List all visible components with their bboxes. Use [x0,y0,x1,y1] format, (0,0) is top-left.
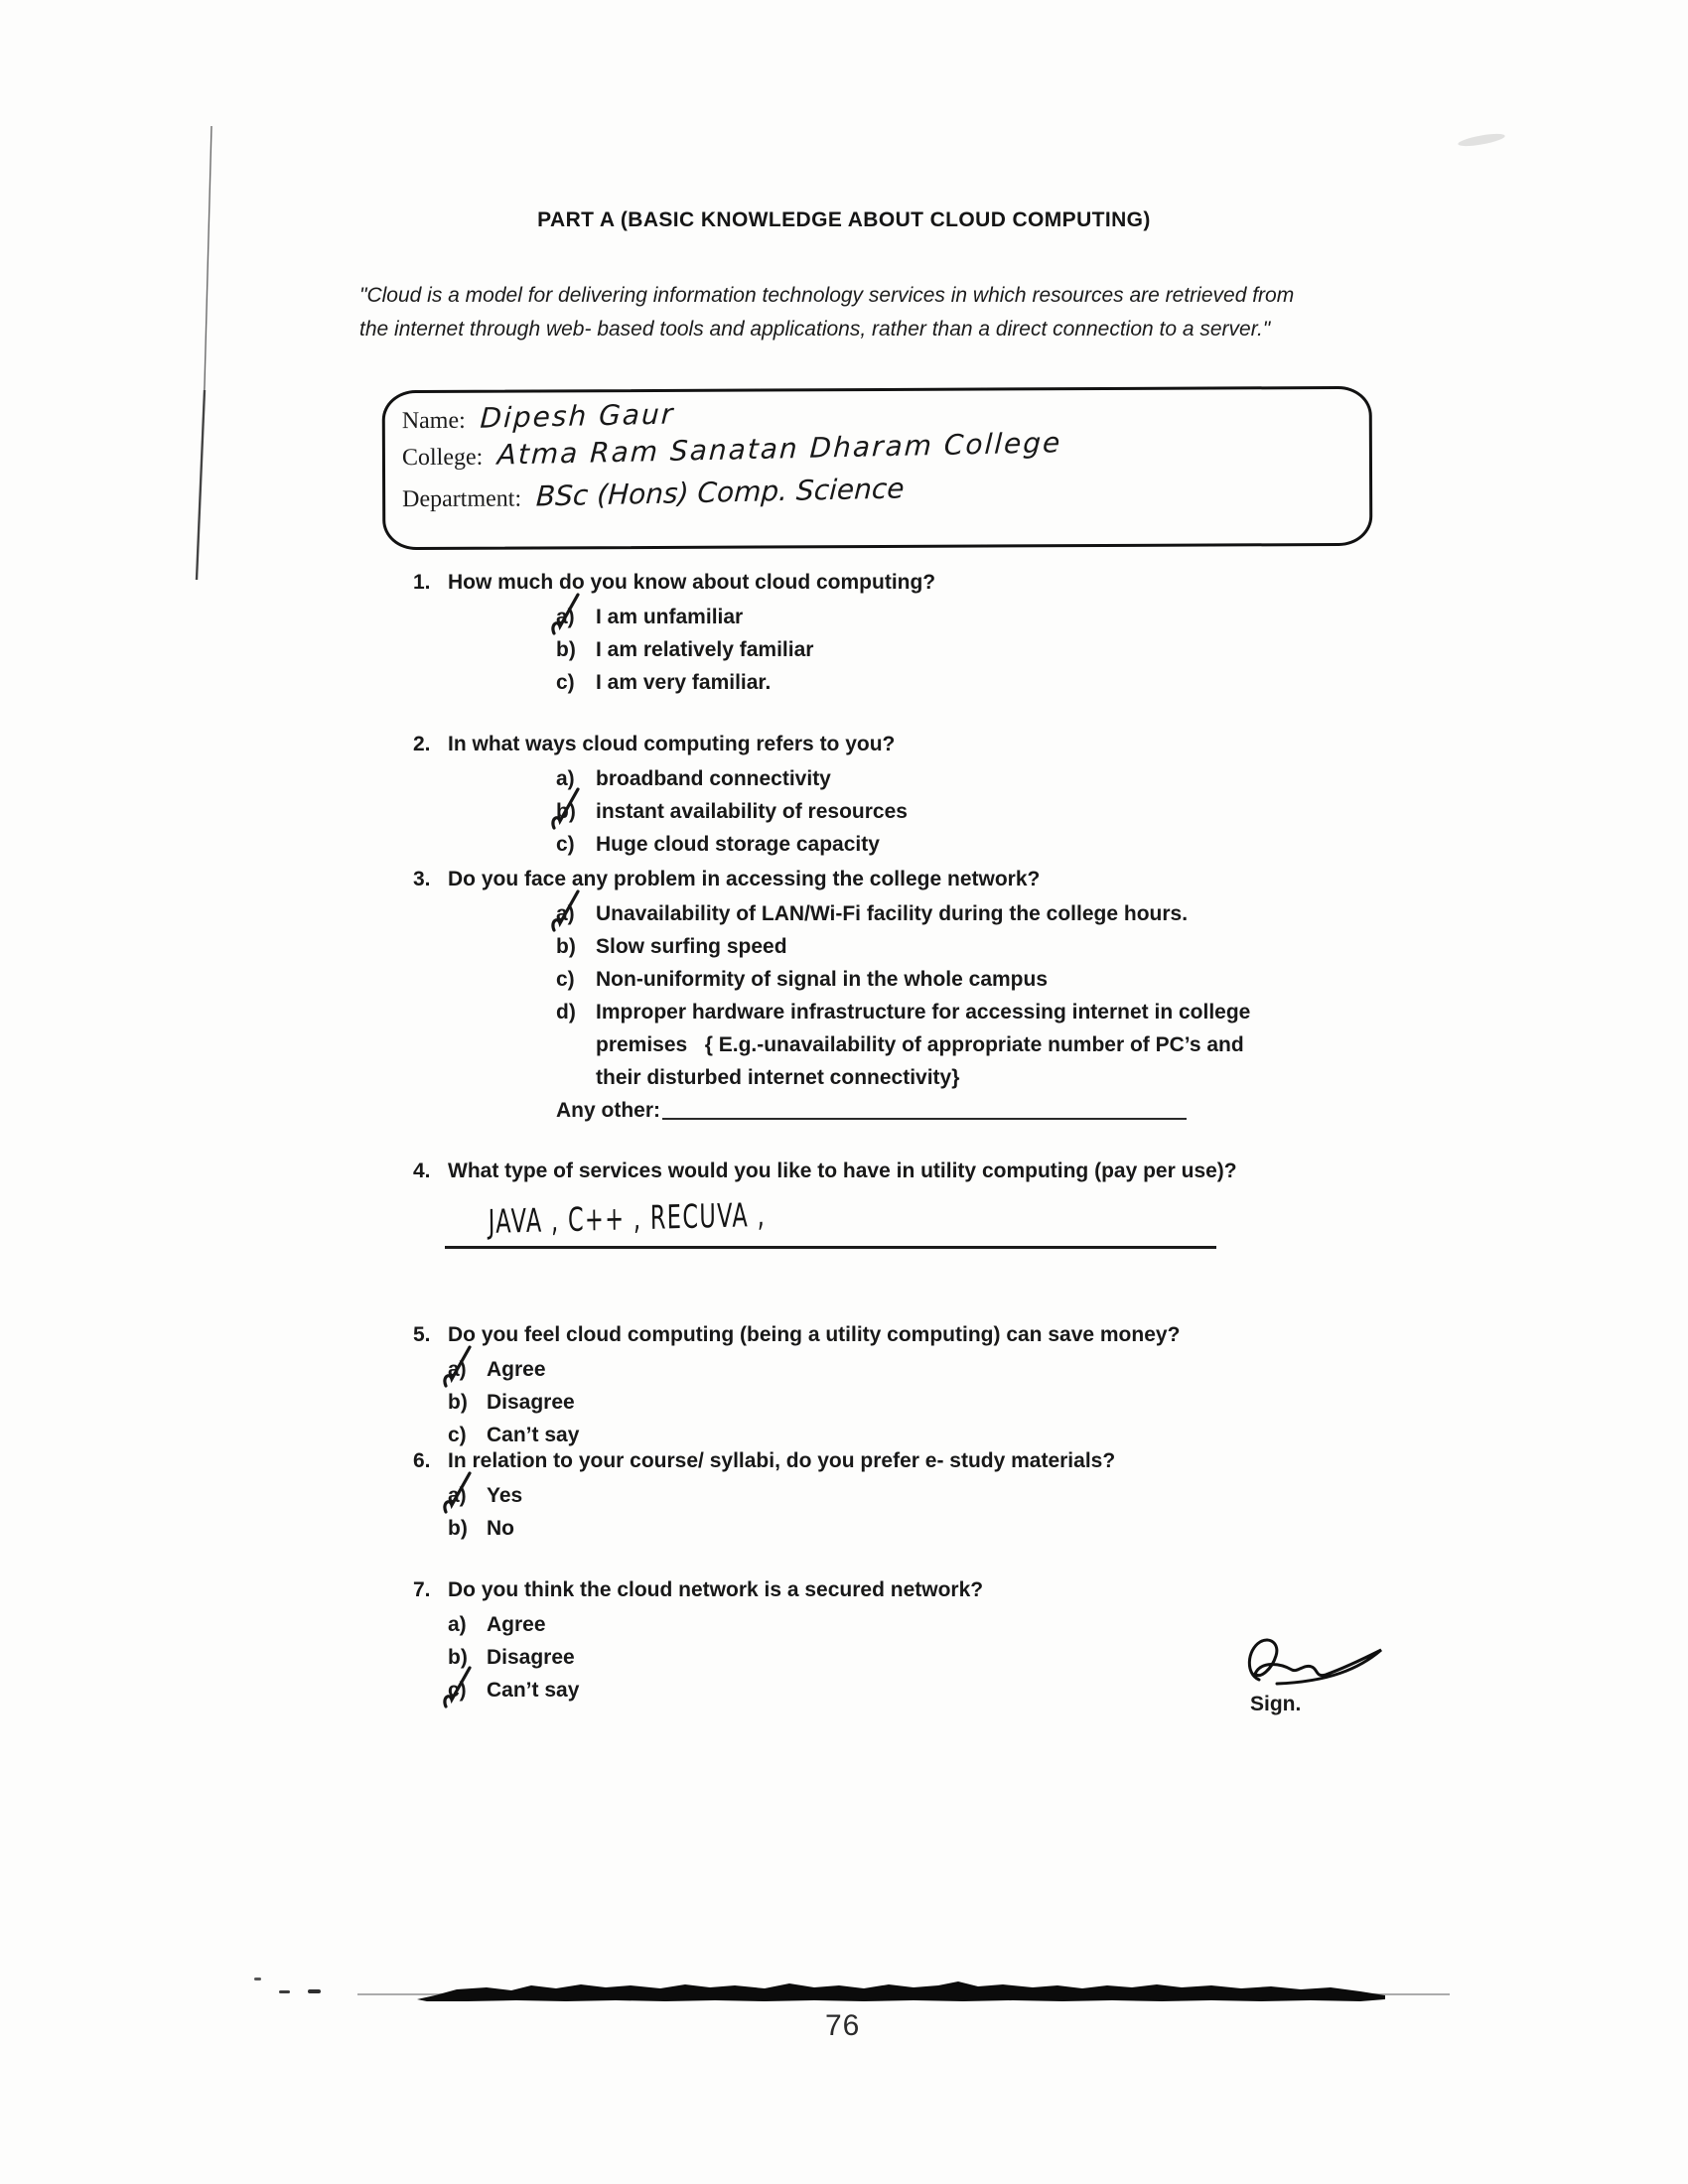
option-letter: c) [556,671,575,694]
question-head [413,1318,1180,1351]
option-letter: a) [556,897,596,930]
option-text: Agree [487,1613,546,1636]
options-list [448,1353,1180,1451]
option-letter: a) [448,1613,467,1636]
option-letter: a) [448,1353,487,1386]
option-row [556,762,908,795]
name-label: Name: [401,407,466,435]
option-letter: a) [448,1479,487,1512]
question-head [413,1444,1115,1477]
scan-shadow-band [417,1976,1385,2005]
question-number: 5. [413,1323,431,1346]
name-value-handwritten: Dipesh Gaur [479,397,676,435]
option-text: Can’t say [487,1679,580,1702]
name-row [401,397,676,435]
option-row [556,996,1256,1094]
options-list [556,762,908,861]
question-4 [413,1155,1237,1249]
question-head [413,566,935,599]
option-row [556,828,908,861]
sign-label: Sign. [1250,1693,1302,1715]
option-letter: a) [556,601,596,633]
option-text: Unavailability of LAN/Wi-Fi facility during the college hours. [596,902,1189,925]
options-list [448,1608,983,1706]
option-text: Agree [487,1358,546,1381]
option-row [556,963,1256,996]
question-number: 4. [413,1160,431,1182]
options-list [448,1479,1115,1545]
scan-speck [279,1990,290,1993]
option-text: Huge cloud storage capacity [596,833,880,856]
question-number: 3. [413,868,431,890]
option-letter: d) [556,1001,576,1024]
answer-blank-line [445,1194,1216,1249]
scan-smudge [1450,127,1519,153]
page-title: PART A (BASIC KNOWLEDGE ABOUT CLOUD COMPUTING) [537,208,1151,231]
question-text: Do you think the cloud network is a secured network? [448,1578,984,1601]
page-number: 76 [825,2009,861,2042]
option-text: Non-uniformity of signal in the whole campus [596,968,1049,991]
question-text: What type of services would you like to have in utility computing (pay per use)? [448,1160,1237,1182]
question-text: Do you face any problem in accessing the college network? [448,868,1041,890]
question-text: In what ways cloud computing refers to you? [448,733,896,755]
option-text: Can’t say [487,1424,580,1446]
option-row [448,1608,983,1641]
option-row [556,795,908,828]
option-letter: c) [448,1674,487,1706]
option-text: Disagree [487,1646,575,1669]
option-row [556,666,935,699]
option-text: I am very familiar. [596,671,772,694]
option-row [448,1353,1180,1386]
question-head [413,1573,983,1606]
signature-squiggle [1239,1633,1388,1691]
options-list [556,897,1256,1127]
option-letter: b) [448,1646,468,1669]
option-row [448,1512,1115,1545]
option-row [556,897,1256,930]
option-text: broadband connectivity [596,767,831,790]
question-number: 6. [413,1449,431,1472]
scan-speck [254,1978,261,1980]
option-row [448,1641,983,1674]
question-2 [413,728,908,861]
option-row [448,1386,1180,1419]
any-other-blank-line [662,1094,1187,1120]
option-letter: c) [448,1424,467,1446]
option-text: No [487,1517,514,1540]
question-6 [413,1444,1115,1545]
question-head [413,728,908,760]
option-text: I am relatively familiar [596,638,814,661]
any-other-row [556,1094,1256,1127]
option-row [556,930,1256,963]
option-text: Improper hardware infrastructure for accessing internet in college premises { E.g.-unavailability of appropriate number of PC’s and their disturbed internet connectivity} [596,1001,1251,1089]
question-head [413,1155,1237,1187]
option-letter: b) [448,1391,468,1414]
option-row [448,1674,983,1706]
college-row [401,426,1063,472]
handwritten-answer: JAVA , C++ , RECUVA , [488,1194,767,1242]
question-text: Do you feel cloud computing (being a utility computing) can save money? [448,1323,1181,1346]
any-other-label: Any other: [556,1099,660,1122]
option-letter: b) [556,795,596,828]
option-text: instant availability of resources [596,800,908,823]
option-letter: b) [556,935,576,958]
question-text: In relation to your course/ syllabi, do you prefer e- study materials? [448,1449,1116,1472]
option-row [556,633,935,666]
department-label: Department: [402,485,522,513]
question-5 [413,1318,1180,1451]
question-number: 2. [413,733,431,755]
respondent-info-box [382,386,1373,550]
option-text: Yes [487,1484,523,1507]
college-label: College: [401,444,484,472]
option-letter: a) [556,767,575,790]
scan-speck [308,1989,321,1993]
department-row [402,472,906,513]
option-letter: c) [556,833,575,856]
intro-quote: "Cloud is a model for delivering information technology services in which resources are retrieved from the internet through web- based tools and applications, rather than a direct connection to a server." [359,284,1295,341]
question-text: How much do you know about cloud computing? [448,571,936,594]
question-7 [413,1573,983,1706]
question-1 [413,566,935,699]
option-text: Slow surfing speed [596,935,787,958]
option-letter: c) [556,968,575,991]
option-row [556,601,935,633]
options-list [556,601,935,699]
question-number: 7. [413,1578,431,1601]
option-letter: b) [448,1517,468,1540]
page-crease-line [184,117,228,594]
college-value-handwritten: Atma Ram Sanatan Dharam College [496,426,1063,472]
question-3 [413,863,1256,1127]
option-letter: b) [556,638,576,661]
option-text: I am unfamiliar [596,606,744,628]
option-row [448,1479,1115,1512]
question-number: 1. [413,571,431,594]
department-value-handwritten: BSc (Hons) Comp. Science [535,472,906,513]
option-text: Disagree [487,1391,575,1414]
question-head [413,863,1256,895]
